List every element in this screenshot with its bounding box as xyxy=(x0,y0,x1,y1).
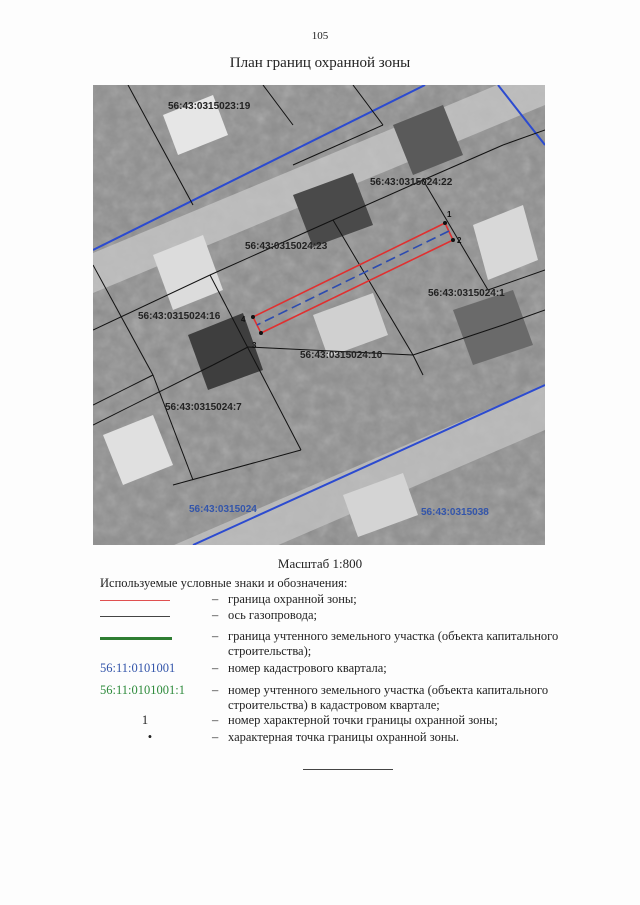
map-plan xyxy=(93,85,545,545)
quarter-label: 56:43:0315024 xyxy=(189,504,257,515)
boundary-point xyxy=(259,331,263,335)
boundary-point xyxy=(251,315,255,319)
map-scale: Масштаб 1:800 xyxy=(277,556,363,571)
parcel-label: 56:43:0315024:23 xyxy=(245,241,328,252)
parcel-label: 56:43:0315024:7 xyxy=(165,402,242,413)
point-label: 1 xyxy=(447,210,452,219)
legend-symbol-green-line xyxy=(100,629,190,640)
legend-symbol-parcel-number: 56:11:0101001:1 xyxy=(100,683,185,697)
parcel-label: 56:43:0315024:16 xyxy=(138,311,221,322)
point-label: 3 xyxy=(252,341,257,350)
legend-symbol-red-line xyxy=(100,592,190,601)
point-label: 4 xyxy=(241,315,246,324)
boundary-point xyxy=(451,238,455,242)
legend-symbol-quarter-number: 56:11:0101001 xyxy=(100,661,176,675)
legend-symbol-point-number: 1 xyxy=(141,713,149,727)
legend-heading: Используемые условные знаки и обозначения: xyxy=(100,576,348,590)
parcel-label: 56:43:0315023:19 xyxy=(168,101,251,112)
page-number: 105 xyxy=(311,30,329,42)
parcel-label: 56:43:0315024:10 xyxy=(300,350,383,361)
legend-symbol-point-dot: • xyxy=(147,730,153,744)
quarter-label: 56:43:0315038 xyxy=(421,507,489,518)
point-label: 2 xyxy=(457,236,462,245)
map-svg xyxy=(93,85,545,545)
legend-symbol-black-line xyxy=(100,608,190,617)
parcel-label: 56:43:0315024:22 xyxy=(370,177,453,188)
parcel-label: 56:43:0315024:1 xyxy=(428,288,505,299)
page-title: План границ охранной зоны xyxy=(229,55,411,71)
boundary-point xyxy=(443,221,447,225)
end-divider xyxy=(303,769,393,770)
